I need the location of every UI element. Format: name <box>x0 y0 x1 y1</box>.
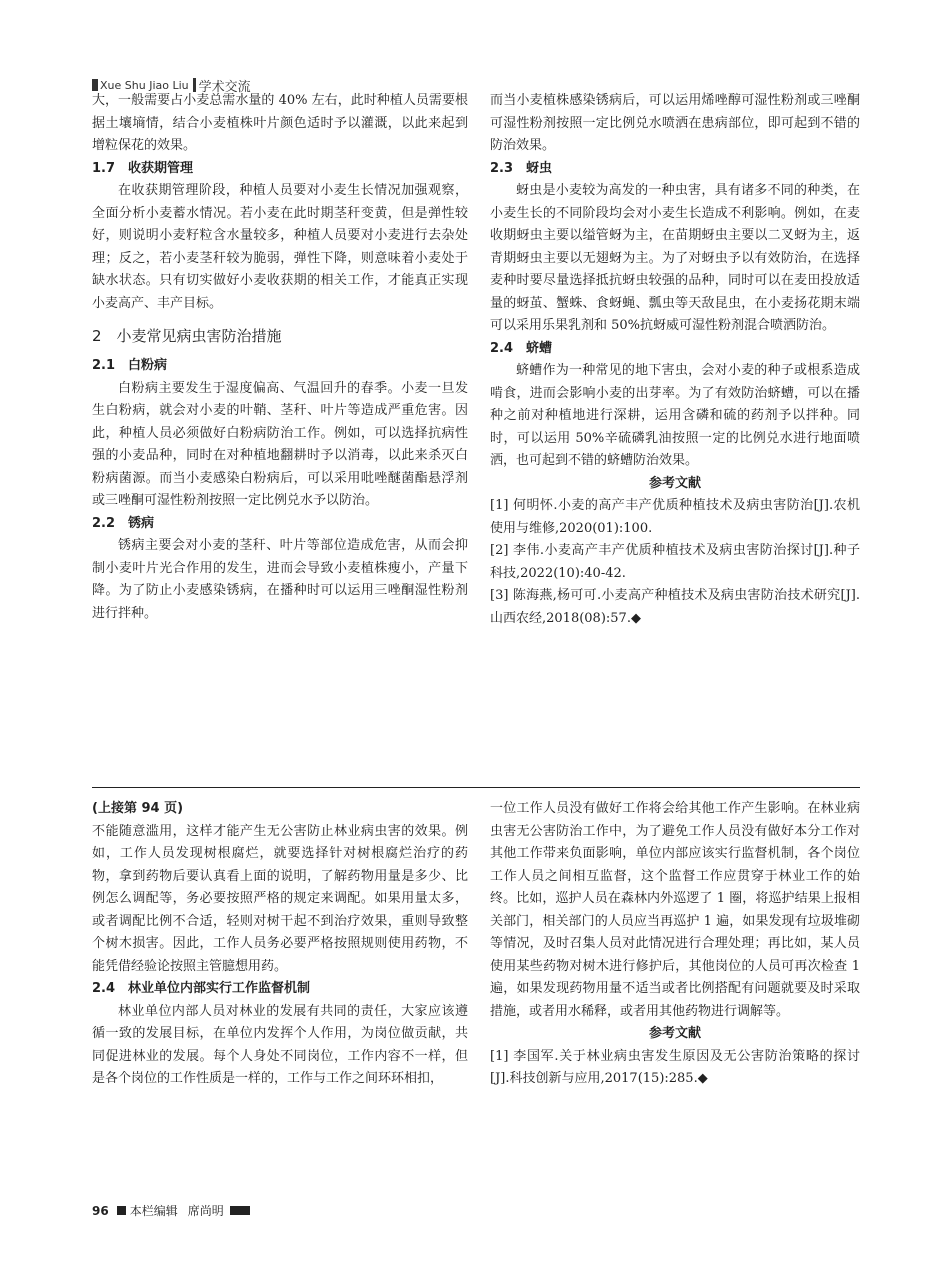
editor-label: 本栏编辑 <box>129 1204 178 1218</box>
section-heading-1-7: 1.7 收获期管理 <box>92 160 194 176</box>
top-article-left-column <box>92 90 468 625</box>
reference-item: [1] 何明怀.小麦的高产丰产优质种植技术及病虫害防治[J].农机使用与维修,2020(01):100. <box>490 498 860 536</box>
paragraph: 白粉病主要发生于湿度偏高、气温回升的春季。小麦一旦发生白粉病，就会对小麦的叶鞘、茎秆、叶片等造成严重危害。因此，种植人员必须做好白粉病防治工作。例如，可以选择抗病性强的小麦品种，同时在对种植地翻耕时予以消毒，以此来杀灭白粉病菌源。而当小麦感染白粉病后，可以采用吡唑醚菌酯悬浮剂或三唑酮可湿性粉剂按照一定比例兑水予以防治。 <box>92 380 468 508</box>
paragraph: 蚜虫是小麦较为高发的一种虫害，具有诸多不同的种类，在小麦生长的不同阶段均会对小麦生长造成不利影响。例如，在麦收期蚜虫主要以缢管蚜为主，在苗期蚜虫主要以二叉蚜为主，返青期蚜虫主要以无翅蚜为主。为了对蚜虫予以有效防治，在选择麦种时要尽量选择抵抗蚜虫较强的品种，同时可以在麦田投放适量的蚜茧、蟹蛛、食蚜蝇、瓢虫等天敌昆虫，在小麦扬花期末端可以采用乐果乳剂和 50%抗蚜威可湿性粉剂混合喷洒防治。 <box>490 183 860 333</box>
section-heading-2-2: 2.2 锈病 <box>92 515 155 531</box>
references-heading: 参考文献 <box>648 1026 701 1041</box>
section-heading-2-4: 2.4 蛴螬 <box>490 340 553 356</box>
page-number: 96 <box>92 1203 109 1218</box>
article-divider <box>92 787 860 788</box>
paragraph: 林业单位内部人员对林业的发展有共同的责任，大家应该遵循一致的发展目标，在单位内发挥个人作用，为岗位做贡献，共同促进林业的发展。每个人身处不同岗位，工作内容不一样，但是各个岗位的工作性质是一样的，工作与工作之间环环相扣， <box>92 1003 468 1086</box>
section-heading-2-4-forestry: 2.4 林业单位内部实行工作监督机制 <box>92 981 311 996</box>
reference-item: [1] 李国军.关于林业病虫害发生原因及无公害防治策略的探讨[J].科技创新与应用,2017(15):285.◆ <box>490 1048 860 1086</box>
paragraph: 锈病主要会对小麦的茎秆、叶片等部位造成危害，从而会抑制小麦叶片光合作用的发生，进而会导致小麦植株瘦小，产量下降。为了防止小麦感染锈病，在播种时可以运用三唑酮湿性粉剂进行拌种。 <box>92 538 468 621</box>
references-heading: 参考文献 <box>648 475 701 491</box>
reference-item: [3] 陈海燕,杨可可.小麦高产种植技术及病虫害防治技术研究[J].山西农经,2018(08):57.◆ <box>490 588 860 626</box>
journal-name-cn: 学术交流 <box>198 79 251 95</box>
section-heading-2: 2 小麦常见病虫害防治措施 <box>92 327 282 345</box>
continued-from-note: (上接第 94 页) <box>92 801 184 816</box>
section-heading-2-1: 2.1 白粉病 <box>92 358 168 373</box>
footer-square-mark <box>117 1206 126 1215</box>
paragraph: 不能随意滥用，这样才能产生无公害防止林业病虫害的效果。例如，工作人员发现树根腐烂，就要选择针对树根腐烂治疗的药物，拿到药物后要认真看上面的说明，了解药物用量是多少、比例怎么调配等，务必要按照严格的规定来调配。如果用量太多，或者调配比例不合适，轻则对树干起不到治疗效果，重则导致整个树木损害。因此，工作人员务必要严格按照规则使用药物，不能凭借经验论按照主管臆想用药。 <box>92 823 468 974</box>
bottom-article-left-column <box>92 798 468 1091</box>
footer-bar-mark <box>230 1206 250 1215</box>
page-footer <box>92 1202 250 1219</box>
paragraph: 蛴螬作为一种常见的地下害虫，会对小麦的种子或根系造成啃食，进而会影响小麦的出芽率。为了有效防治蛴螬，可以在播种之前对种植地进行深耕，运用含磷和硫的药剂予以拌种。同时，可以运用 50%辛硫磷乳油按照一定的比例兑水进行地面喷洒，也可起到不错的蛴螬防治效果。 <box>490 363 860 468</box>
paragraph: 而当小麦植株感染锈病后，可以运用烯唑醇可湿性粉剂或三唑酮可湿性粉剂按照一定比例兑水喷洒在患病部位，即可起到不错的防治效果。 <box>490 93 860 153</box>
top-article-right-column <box>490 90 860 630</box>
paragraph: 在收获期管理阶段，种植人员要对小麦生长情况加强观察，全面分析小麦蓄水情况。若小麦在此时期茎秆变黄，但是弹性较好，则说明小麦籽粒含水量较多，种植人员要对小麦进行去杂处理；反之，若小麦茎秆较为脆弱，弹性下降，则意味着小麦处于缺水状态。只有切实做好小麦收获期的相关工作，才能真正实现小麦高产、丰产目标。 <box>92 183 468 311</box>
editor-name: 席尚明 <box>187 1204 224 1218</box>
bottom-article-right-column <box>490 798 860 1091</box>
reference-item: [2] 李伟.小麦高产丰产优质种植技术及病虫害防治探讨[J].种子科技,2022(10):40-42. <box>490 543 860 581</box>
paragraph: 一位工作人员没有做好工作将会给其他工作产生影响。在林业病虫害无公害防治工作中，为了避免工作人员没有做好本分工作对其他工作带来负面影响，单位内部应该实行监督机制，各个岗位工作人员之间相互监督，这个监督工作应贯穿于林业工作的始终。比如，巡护人员在森林内外巡逻了 1 圈，将巡护结果上报相关部门，相关部门的人员应当再巡护 1 遍，如果发现有垃圾堆砌等情况，及时召集人员对此情况进行合理处理；再比如，某人员使用某些药物对树木进行修护后，其他岗位的人员可再次检查 1 遍，如果发现药物用量不适当或者比例搭配有问题就要及时采取措施，或者用水稀释，或者用其他药物进行调解等。 <box>490 801 860 1019</box>
section-heading-2-3: 2.3 蚜虫 <box>490 160 553 176</box>
paragraph: 大，一般需要占小麦总需水量的 40% 左右，此时种植人员需要根据土壤墒情，结合小麦植株叶片颜色适时予以灌溉，以此来起到增粒保花的效果。 <box>92 93 468 153</box>
journal-name-en: Xue Shu Jiao Liu <box>100 78 189 92</box>
